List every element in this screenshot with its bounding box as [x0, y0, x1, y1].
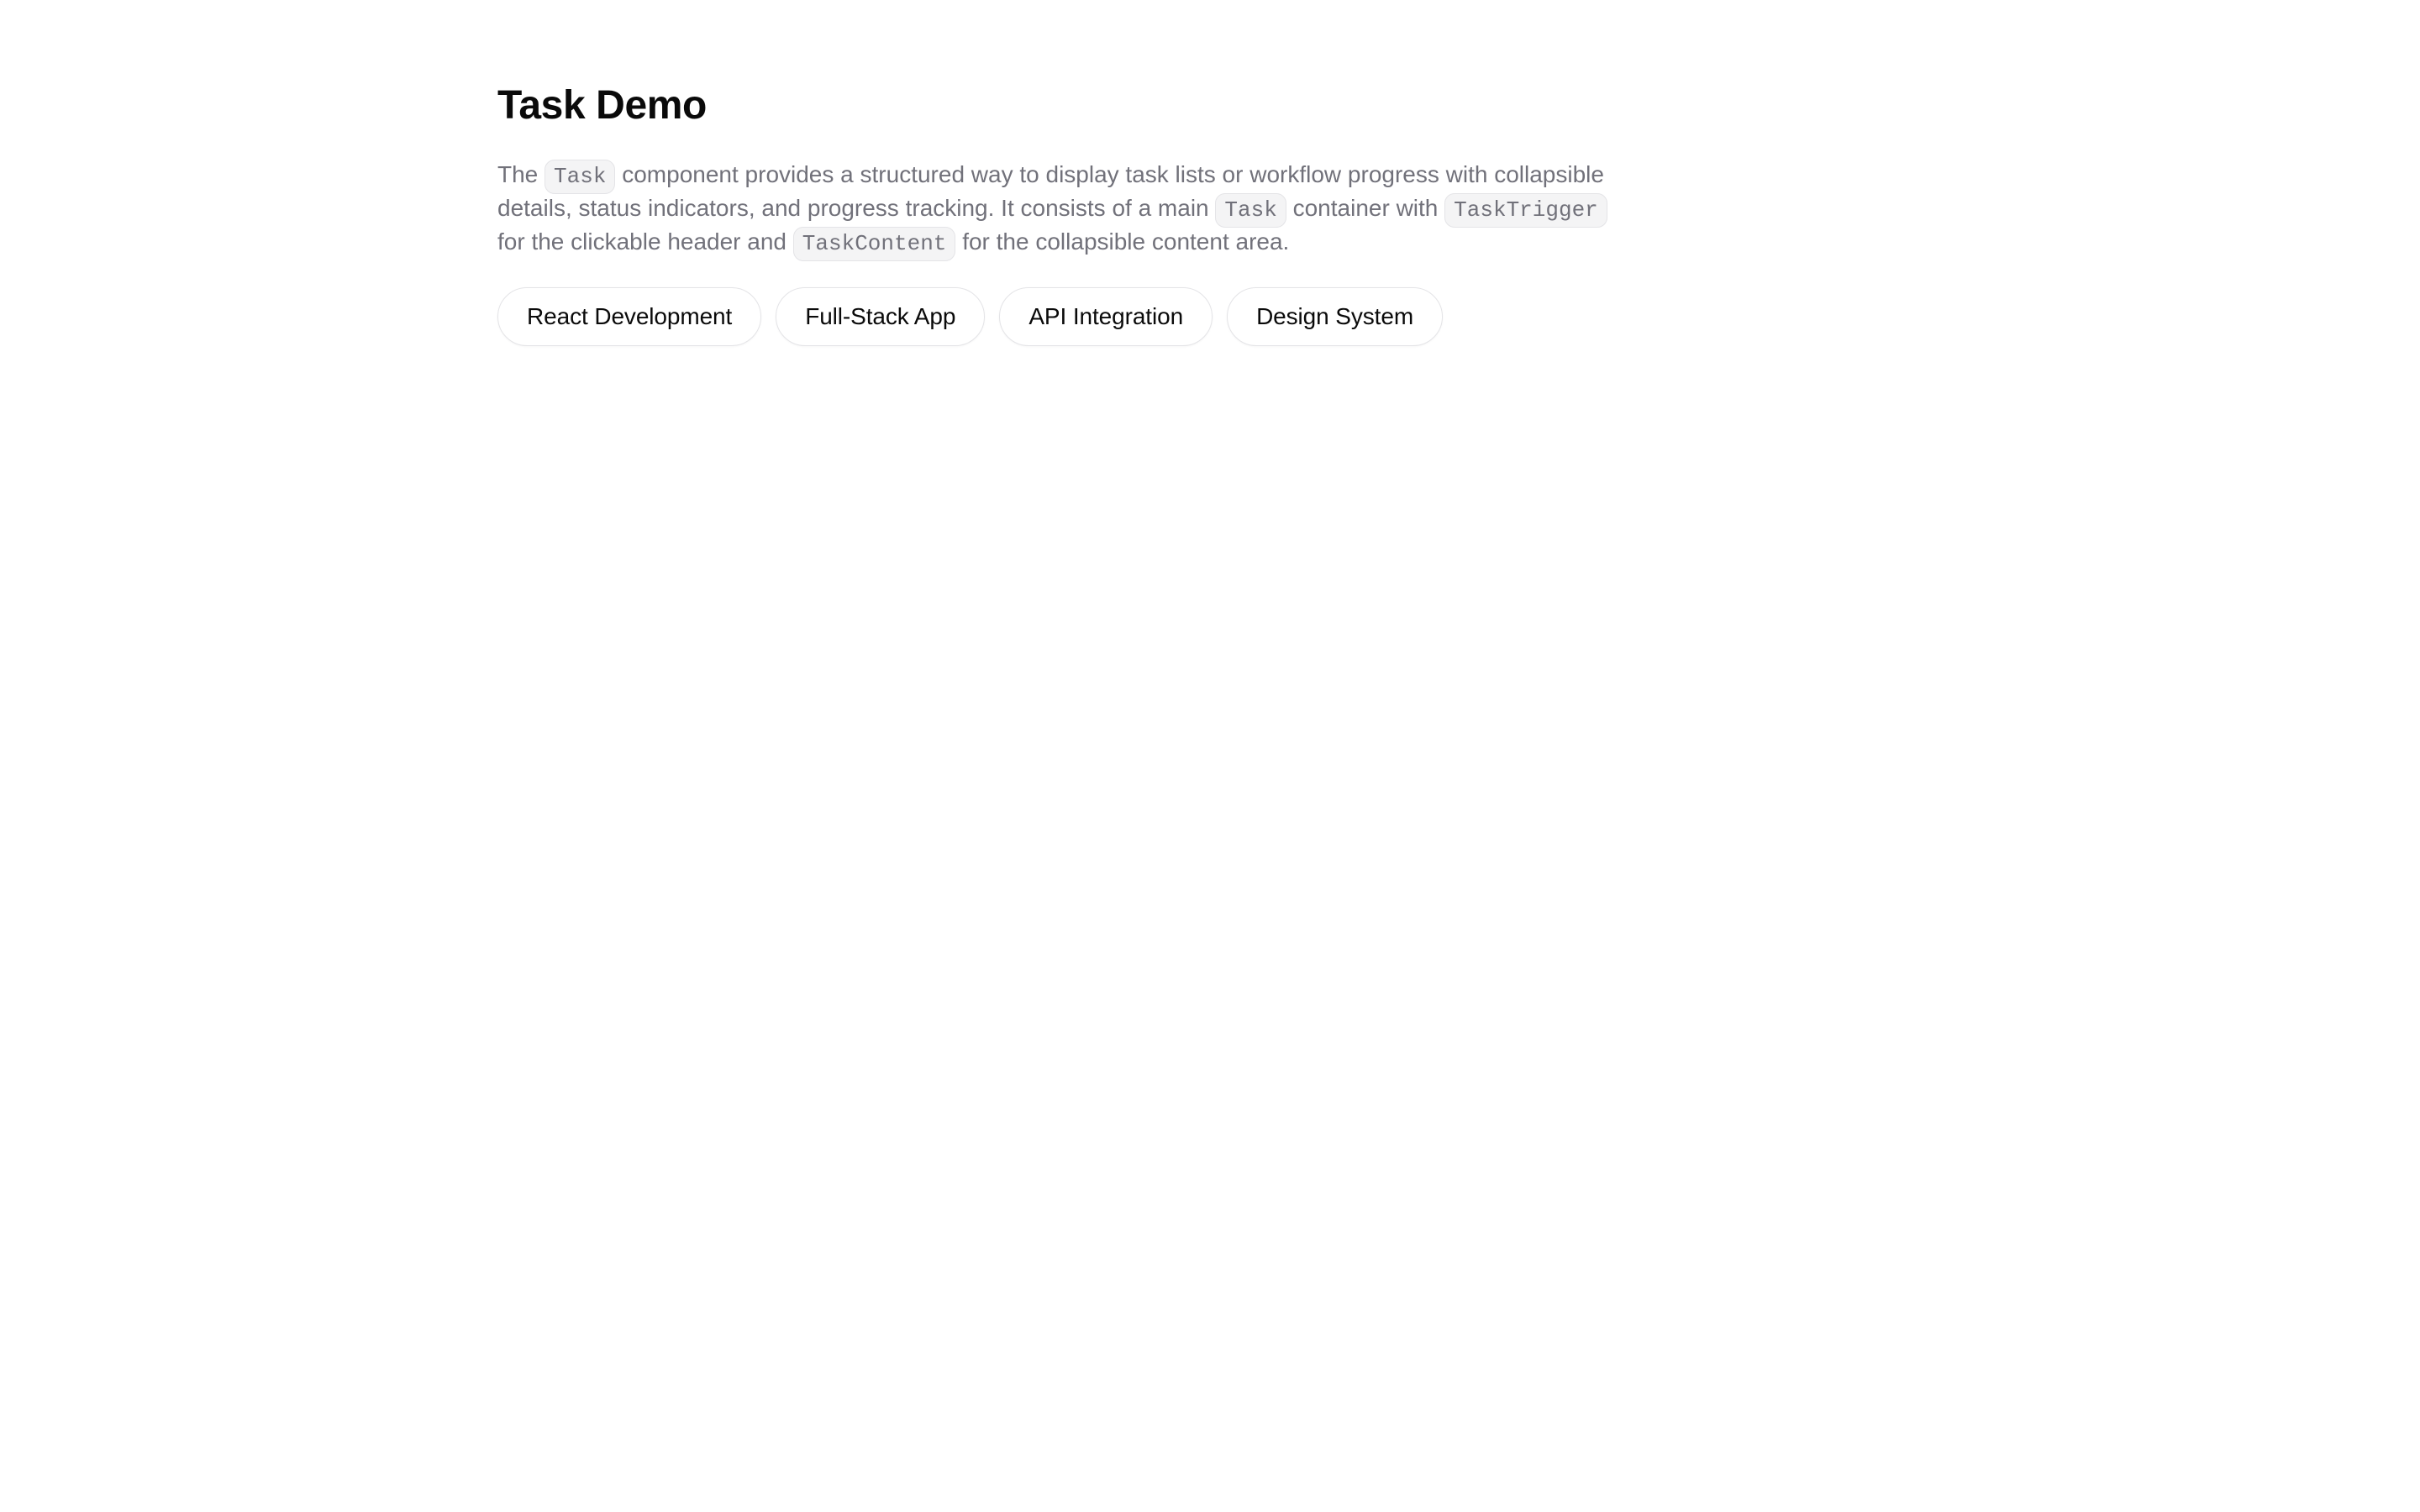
description-text: The: [497, 161, 545, 187]
description-text: for the collapsible content area.: [955, 228, 1290, 255]
task-demo-page: [0, 0, 2420, 346]
inline-code-token: TaskContent: [793, 227, 956, 261]
inline-code-token: TaskTrigger: [1444, 193, 1607, 228]
description-text: container with: [1286, 195, 1445, 221]
inline-code-token: Task: [544, 160, 615, 194]
task-button-full-stack-app[interactable]: Full-Stack App: [776, 287, 985, 346]
task-button-react-development[interactable]: React Development: [497, 287, 761, 346]
task-button-design-system[interactable]: Design System: [1227, 287, 1443, 346]
page-title: Task Demo: [497, 83, 707, 128]
task-button-api-integration[interactable]: API Integration: [999, 287, 1213, 346]
description-text: component provides a structured way to display task lists or workflow progress with collapsible details, status indicators, and progress tracking. It consists of a main: [497, 161, 1604, 221]
component-description: [497, 158, 1623, 259]
inline-code-token: Task: [1215, 193, 1286, 228]
task-example-button-row: [497, 287, 2420, 346]
description-text: for the clickable header and: [497, 228, 793, 255]
